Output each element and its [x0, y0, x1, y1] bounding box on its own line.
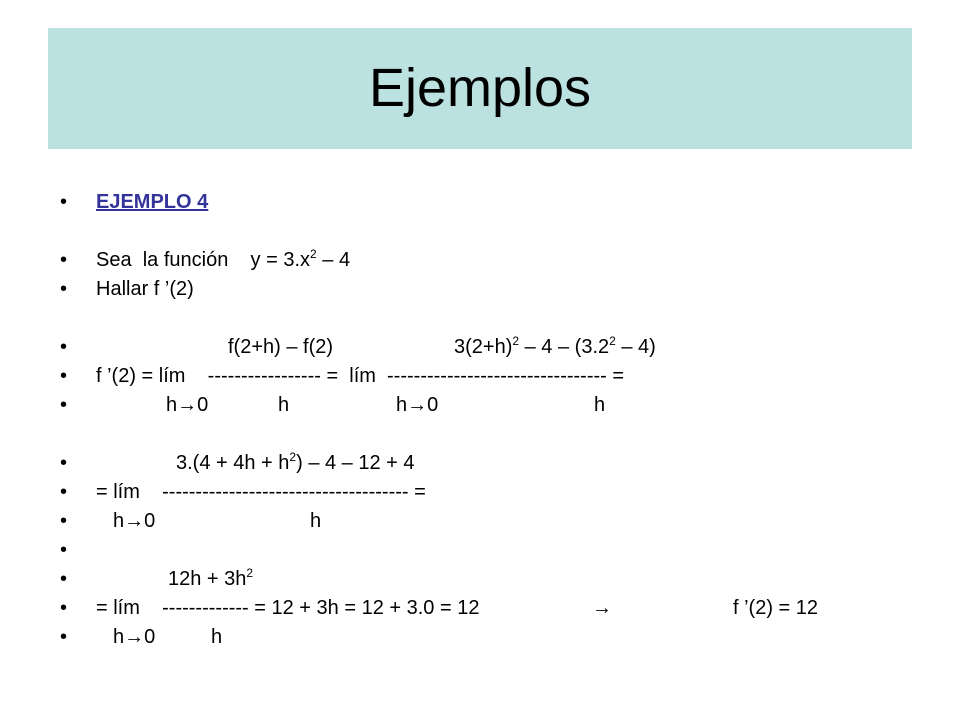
numerator: $12h + 3h^2$	[168, 566, 254, 590]
arrow-icon: →	[124, 510, 145, 532]
arrow-icon: →	[592, 597, 612, 619]
bullet: •	[60, 481, 68, 503]
arrow-icon: →	[177, 394, 198, 416]
limit-subscript: h→0	[166, 394, 209, 416]
list-item	[0, 391, 960, 419]
list-item	[0, 565, 960, 593]
final-result: f ’(2) = 12	[733, 597, 819, 619]
denominator: h	[310, 510, 322, 532]
arrow-icon: →	[407, 394, 428, 416]
list-item	[0, 275, 960, 303]
list-item	[0, 449, 960, 477]
numerator-2: $3(2+h)^2 - 4 - (3.2^2 - 4)$	[454, 334, 656, 358]
limit-fraction-line: f ’(2) = lím ----------------- = lím --------------------------------- =	[96, 365, 625, 387]
limit-fraction-line: = lím ------------------------------------- =	[96, 481, 426, 503]
bullet: •	[60, 597, 68, 619]
limit-subscript: h→0	[113, 510, 156, 532]
limit-subscript: h→0	[396, 394, 439, 416]
arrow-icon: →	[124, 626, 145, 648]
list-item	[0, 362, 960, 390]
denominator: h	[211, 626, 223, 648]
bullet: •	[60, 394, 68, 416]
list-item	[0, 507, 960, 535]
slide-title: Ejemplos	[368, 58, 592, 118]
list-item	[0, 536, 960, 564]
bullet: •	[60, 568, 68, 590]
limit-subscript: h→0	[113, 626, 156, 648]
list-item	[0, 246, 960, 274]
list-item	[0, 188, 960, 216]
list-item	[0, 333, 960, 361]
numerator-1: f(2+h) – f(2)	[228, 336, 334, 358]
list-item	[0, 623, 960, 651]
numerator: $3.(4 + 4h + h^2) - 4 - 12 + 4$	[176, 450, 415, 474]
bullet: •	[60, 452, 68, 474]
list-item	[0, 594, 960, 622]
bullet: •	[60, 510, 68, 532]
bullet: •	[60, 249, 68, 271]
bullet: •	[60, 278, 68, 300]
bullet: •	[60, 336, 68, 358]
denominator: h	[278, 394, 290, 416]
title-banner	[48, 28, 912, 149]
limit-fraction-line: = lím ------------- = 12 + 3h = 12 + 3.0 = 12	[96, 597, 480, 619]
bullet: •	[60, 191, 68, 213]
list-item	[0, 478, 960, 506]
denominator: h	[594, 394, 606, 416]
example-heading-link[interactable]: EJEMPLO 4	[96, 191, 209, 213]
bullet: •	[60, 626, 68, 648]
function-statement: Sea la función $y = 3.x^2 - 4$	[96, 247, 351, 271]
task-statement: Hallar f ’(2)	[96, 278, 194, 300]
bullet: •	[60, 365, 68, 387]
bullet: •	[60, 539, 68, 561]
